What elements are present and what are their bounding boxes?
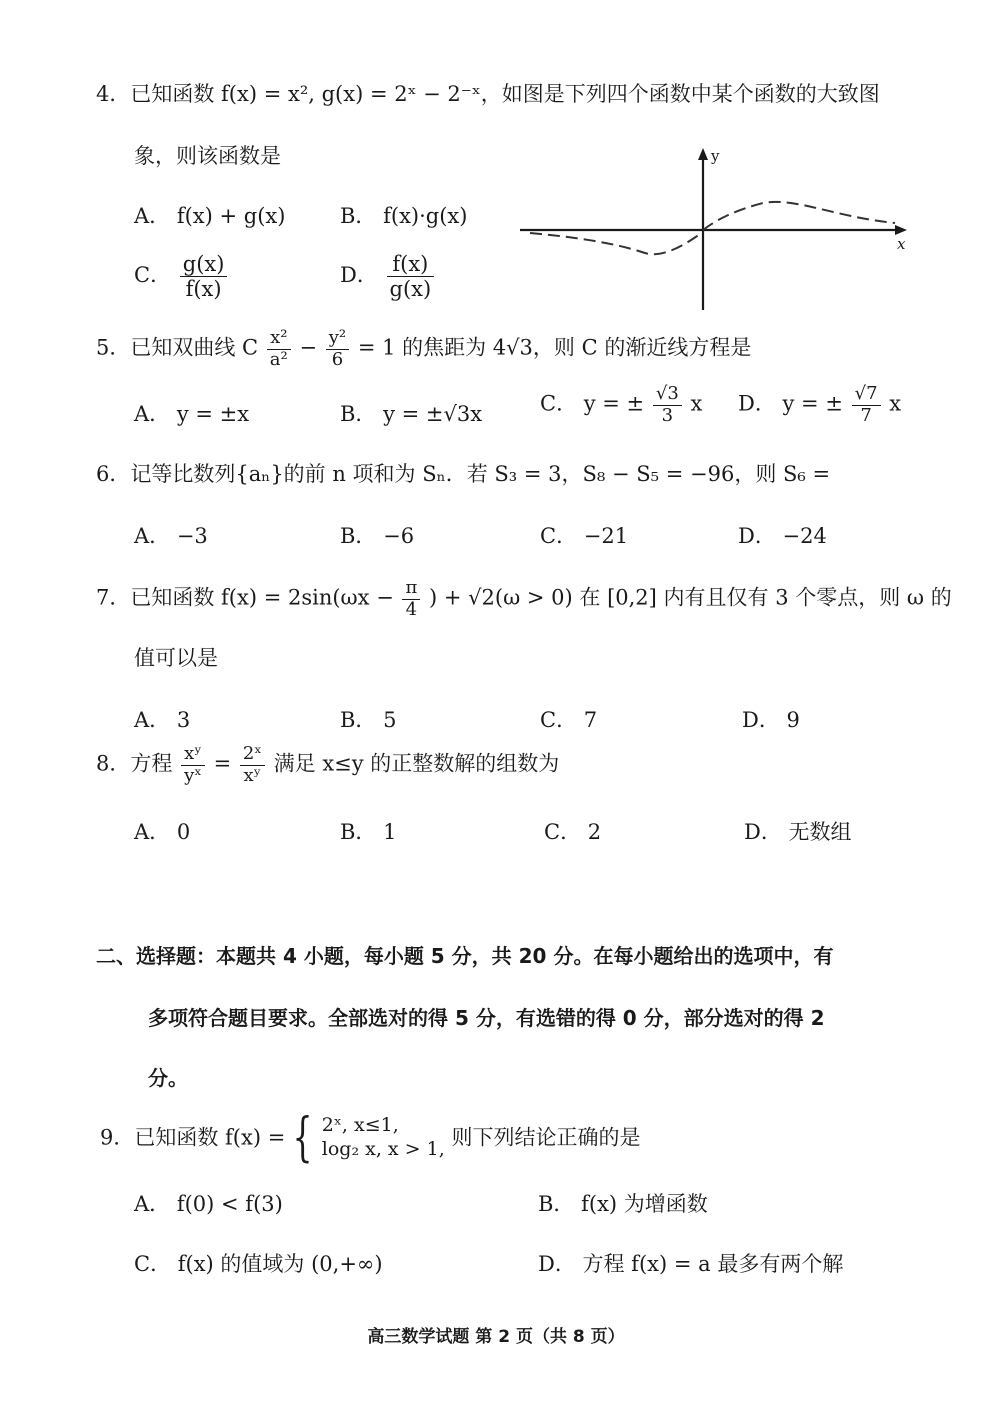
q9-stem xyxy=(100,1108,641,1168)
q4-option-d-fraction xyxy=(387,252,435,301)
q8-equals: = xyxy=(213,751,232,776)
q5-option-c-den: 3 xyxy=(661,404,674,426)
q4-option-b: B． f(x)·g(x) xyxy=(340,204,468,228)
graph-curve-right xyxy=(703,202,895,230)
q4-option-c xyxy=(134,252,229,301)
q9-option-b: B． f(x) 为增函数 xyxy=(538,1192,708,1216)
q8-fraction-right xyxy=(240,744,265,786)
q8-stem xyxy=(96,744,559,786)
q5-fraction-x-den: a² xyxy=(269,348,288,370)
q7-option-b: B． 5 xyxy=(340,708,397,732)
q8-prefix: 8．方程 xyxy=(96,751,173,776)
q5-suffix: = 1 的焦距为 4√3，则 C 的渐近线方程是 xyxy=(357,335,752,360)
graph-x-label: x xyxy=(897,235,906,253)
q5-option-c-label: C． y = ± xyxy=(540,391,645,416)
q7-stem xyxy=(96,578,952,620)
q9-option-d: D． 方程 f(x) = a 最多有两个解 xyxy=(538,1252,844,1276)
section2-line2: 多项符合题目要求。全部选对的得 5 分，有选错的得 0 分，部分选对的得 2 xyxy=(148,1006,825,1030)
q4-option-d-denominator: g(x) xyxy=(389,277,432,302)
q9-option-a: A． f(0) < f(3) xyxy=(134,1192,283,1216)
q4-function-graph xyxy=(515,145,915,315)
q5-fraction-y-den: 6 xyxy=(331,348,344,370)
q8-fraction-left-den: yˣ xyxy=(184,764,202,786)
q5-fraction-y xyxy=(326,328,349,370)
q7-fraction-den: 4 xyxy=(405,598,418,620)
q8-fraction-left-num: xʸ xyxy=(181,744,205,766)
q5-prefix: 5．已知双曲线 C xyxy=(96,335,259,360)
q5-minus: − xyxy=(299,335,318,360)
q8-fraction-left xyxy=(181,744,205,786)
q5-option-d-den: 7 xyxy=(860,404,872,426)
q9-case1: 2ˣ, x≤1, xyxy=(321,1114,399,1137)
q5-option-b: B． y = ±√3x xyxy=(340,402,483,426)
q7-line2: 值可以是 xyxy=(134,646,218,670)
q5-fraction-x xyxy=(267,328,291,370)
q9-suffix: 则下列结论正确的是 xyxy=(451,1125,641,1150)
q5-option-c-tail: x xyxy=(690,391,703,416)
q9-option-c: C． f(x) 的值域为 (0,+∞) xyxy=(134,1252,383,1276)
q5-stem xyxy=(96,328,751,370)
q7-suffix: ) + √2(ω > 0) 在 [0,2] 内有且仅有 3 个零点，则 ω 的 xyxy=(429,585,952,610)
graph-x-arrow xyxy=(895,225,907,235)
q9-piecewise xyxy=(322,1114,445,1162)
q8-option-b: B． 1 xyxy=(340,820,397,844)
q4-option-d-label: D． xyxy=(340,263,378,288)
q9-case2: log₂ x, x > 1, xyxy=(321,1138,445,1160)
q7-option-a: A． 3 xyxy=(134,708,191,732)
q5-option-a: A． y = ±x xyxy=(134,402,250,426)
section2-line1: 二、选择题：本题共 4 小题，每小题 5 分，共 20 分。在每小题给出的选项中，有 xyxy=(96,944,834,968)
q4-option-c-fraction xyxy=(180,252,228,301)
q8-suffix: 满足 x≤y 的正整数解的组数为 xyxy=(273,751,560,776)
q5-option-c-fraction xyxy=(653,384,682,426)
q4-option-c-denominator: f(x) xyxy=(185,277,222,302)
q5-option-d xyxy=(738,384,901,426)
q4-option-a: A． f(x) + g(x) xyxy=(134,204,286,228)
q5-option-d-label: D． y = ± xyxy=(738,391,843,416)
q8-option-d: D． 无数组 xyxy=(744,820,852,844)
q5-option-c xyxy=(540,384,702,426)
q5-option-d-tail: x xyxy=(889,391,902,416)
q5-fraction-y-num: y² xyxy=(326,328,349,350)
q7-fraction-num: π xyxy=(402,578,420,600)
q7-prefix: 7．已知函数 f(x) = 2sin(ωx − xyxy=(96,585,394,610)
q7-option-d: D． 9 xyxy=(742,708,800,732)
q5-fraction-x-num: x² xyxy=(267,328,291,350)
q4-option-d xyxy=(340,252,436,301)
q9-prefix: 9．已知函数 f(x) = xyxy=(100,1125,286,1150)
q5-option-c-num: √3 xyxy=(653,384,682,406)
q9-brace: { xyxy=(292,1108,313,1168)
q4-line2: 象，则该函数是 xyxy=(134,144,281,168)
q8-option-c: C． 2 xyxy=(544,820,602,844)
graph-y-arrow xyxy=(698,148,708,160)
page-footer: 高三数学试题 第 2 页（共 8 页） xyxy=(367,1327,625,1347)
q8-fraction-right-den: xʸ xyxy=(243,764,262,786)
q4-option-c-numerator: g(x) xyxy=(180,252,228,277)
q4-option-d-numerator: f(x) xyxy=(387,252,435,277)
q6-option-a: A． −3 xyxy=(134,524,208,548)
graph-y-label: y xyxy=(711,147,720,165)
q6-option-b: B． −6 xyxy=(340,524,415,548)
q5-option-d-fraction xyxy=(852,384,881,426)
q6-option-d: D． −24 xyxy=(738,524,827,548)
q6-option-c: C． −21 xyxy=(540,524,629,548)
graph-curve-left xyxy=(530,232,703,254)
q5-option-d-num: √7 xyxy=(852,384,881,406)
q8-fraction-right-num: 2ˣ xyxy=(240,744,265,766)
q4-line1: 4．已知函数 f(x) = x², g(x) = 2ˣ − 2⁻ˣ，如图是下列四个函数中某个函数的大致图 xyxy=(96,82,880,106)
q7-fraction xyxy=(402,578,420,620)
section2-line3: 分。 xyxy=(148,1066,188,1090)
q6-stem: 6．记等比数列{aₙ}的前 n 项和为 Sₙ．若 S₃ = 3，S₈ − S₅ = −96，则 S₆ = xyxy=(96,462,831,486)
q4-option-c-label: C． xyxy=(134,263,172,288)
q7-option-c: C． 7 xyxy=(540,708,598,732)
q8-option-a: A． 0 xyxy=(134,820,191,844)
